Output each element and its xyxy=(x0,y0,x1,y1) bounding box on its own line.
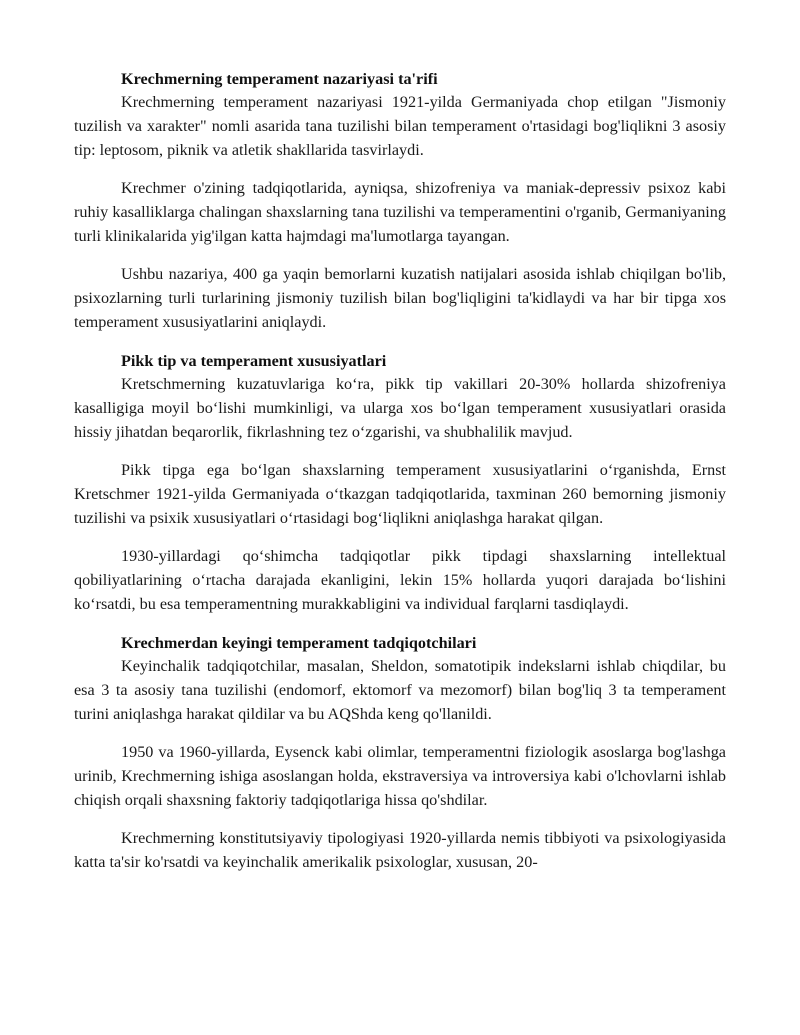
paragraph: Krechmerning konstitutsiyaviy tipologiyasi 1920-yillarda nemis tibbiyoti va psixologiyasida katta ta'sir ko'rsatdi va keyinchalik amerikalik psixologlar, xususan, 20- xyxy=(74,829,726,871)
paragraph: Ushbu nazariya, 400 ga yaqin bemorlarni kuzatish natijalari asosida ishlab chiqilgan bo'lib, psixozlarning turli turlarining jismoniy tuzilish bilan bog'liqligini ta'kidlaydi va har bir tipga xos temperament xususiyatlarini aniqlaydi. xyxy=(74,265,726,331)
section-pikk-type xyxy=(74,350,726,616)
section-kretschmer-theory xyxy=(74,68,726,334)
section-heading: Krechmerdan keyingi temperament tadqiqotchilari xyxy=(121,634,477,652)
paragraph: 1930-yillardagi qo‘shimcha tadqiqotlar pikk tipdagi shaxslarning intellektual qobiliyatlarining o‘rtacha darajada ekanligini, lekin 15% hollarda yuqori darajada bo‘lishini ko‘rsatdi, bu esa temperamentning murakkabligini va individual farqlarni tasdiqlaydi. xyxy=(74,547,726,613)
paragraph: Kretschmerning kuzatuvlariga ko‘ra, pikk tip vakillari 20-30% hollarda shizofreniya kasalligiga moyil bo‘lishi mumkinligi, va ularga xos bo‘lgan temperament xususiyatlari orasida hissiy jihatdan beqarorlik, fikrlashning tez o‘zgarishi, va shubhalilik mavjud. xyxy=(74,375,726,441)
paragraph: Krechmerning temperament nazariyasi 1921-yilda Germaniyada chop etilgan "Jismoniy tuzilish va xarakter" nomli asarida tana tuzilishi bilan temperament o'rtasidagi bog'liqlikni 3 asosiy tip: leptosom, piknik va atletik shakllarida tasvirlaydi. xyxy=(74,93,726,159)
paragraph: 1950 va 1960-yillarda, Eysenck kabi olimlar, temperamentni fiziologik asoslarga bog'lashga urinib, Krechmerning ishiga asoslangan holda, ekstraversiya va introversiya kabi o'lchovlarni ishlab chiqish orqali shaxsning faktoriy tadqiqotlariga hissa qo'shdilar. xyxy=(74,743,726,809)
document-page xyxy=(74,68,726,874)
paragraph: Pikk tipga ega bo‘lgan shaxslarning temperament xususiyatlarini o‘rganishda, Ernst Kretschmer 1921-yilda Germaniyada o‘tkazgan tadqiqotlarida, taxminan 260 bemorning jismoniy tuzilishi va psixik xususiyatlari o‘rtasidagi bog‘liqlikni aniqlashga harakat qilgan. xyxy=(74,461,726,527)
section-heading: Krechmerning temperament nazariyasi ta'rifi xyxy=(121,70,438,88)
paragraph: Krechmer o'zining tadqiqotlarida, ayniqsa, shizofreniya va maniak-depressiv psixoz kabi ruhiy kasalliklarga chalingan shaxslarning tana tuzilishi va temperamentini o'rganib, Germaniyaning turli klinikalarida yig'ilgan katta hajmdagi ma'lumotlarga tayangan. xyxy=(74,179,726,245)
paragraph: Keyinchalik tadqiqotchilar, masalan, Sheldon, somatotipik indekslarni ishlab chiqdilar, bu esa 3 ta asosiy tana tuzilishi (endomorf, ektomorf va mezomorf) bilan bog'liq 3 ta temperament turini aniqlashga harakat qildilar va bu AQShda keng qo'llanildi. xyxy=(74,657,726,723)
section-heading: Pikk tip va temperament xususiyatlari xyxy=(121,352,387,370)
section-later-researchers xyxy=(74,632,726,874)
